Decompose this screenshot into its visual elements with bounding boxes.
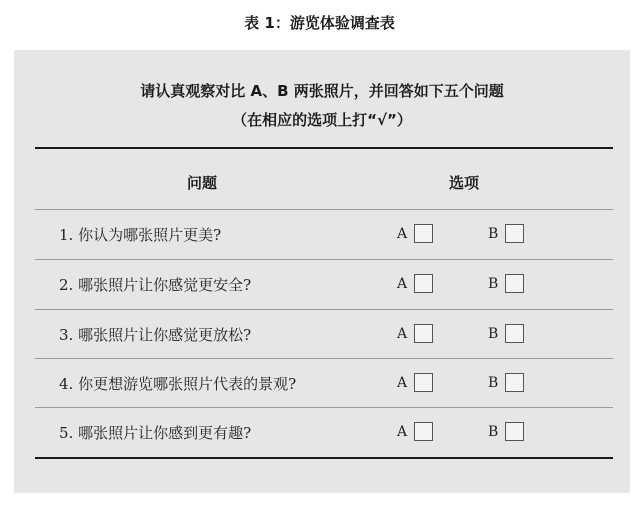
option-b-label: B <box>488 226 499 242</box>
table-row <box>35 359 613 409</box>
table-row <box>35 210 613 260</box>
table-top-rule <box>35 147 613 149</box>
instruction-line-1: 请认真观察对比 A、B 两张照片，并回答如下五个问题 <box>140 82 504 100</box>
survey-panel <box>14 50 630 493</box>
table-row <box>35 310 613 360</box>
option-b-label: B <box>488 424 499 440</box>
option-b-checkbox[interactable] <box>505 373 524 392</box>
question-text: 3. 哪张照片让你感觉更放松? <box>59 326 252 344</box>
option-a-label: A <box>397 226 408 242</box>
column-header-options: 选项 <box>449 174 480 192</box>
instruction-line-2: （在相应的选项上打“√”） <box>232 111 412 129</box>
option-b-label: B <box>488 375 499 391</box>
option-b-label: B <box>488 326 499 342</box>
option-b-checkbox[interactable] <box>505 224 524 243</box>
option-a-label: A <box>397 375 408 391</box>
option-b-checkbox[interactable] <box>505 422 524 441</box>
table-row <box>35 260 613 310</box>
option-b-checkbox[interactable] <box>505 324 524 343</box>
table-caption: 表 1：游览体验调查表 <box>244 14 395 32</box>
table-row <box>35 408 613 458</box>
option-a-checkbox[interactable] <box>414 274 433 293</box>
option-a-label: A <box>397 424 408 440</box>
option-a-label: A <box>397 276 408 292</box>
table-bottom-rule <box>35 457 613 459</box>
question-text: 2. 哪张照片让你感觉更安全? <box>59 276 252 294</box>
question-text: 1. 你认为哪张照片更美? <box>59 226 222 244</box>
column-header-question: 问题 <box>187 174 218 192</box>
option-a-checkbox[interactable] <box>414 422 433 441</box>
option-a-label: A <box>397 326 408 342</box>
option-b-checkbox[interactable] <box>505 274 524 293</box>
option-b-label: B <box>488 276 499 292</box>
option-a-checkbox[interactable] <box>414 324 433 343</box>
question-text: 4. 你更想游览哪张照片代表的景观? <box>59 375 297 393</box>
option-a-checkbox[interactable] <box>414 224 433 243</box>
question-text: 5. 哪张照片让你感到更有趣? <box>59 424 252 442</box>
option-a-checkbox[interactable] <box>414 373 433 392</box>
